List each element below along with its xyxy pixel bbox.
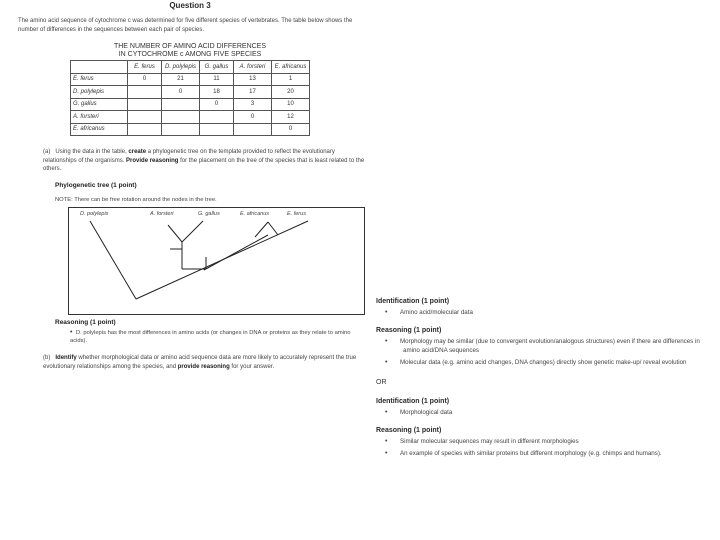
- table-row: [71, 111, 310, 124]
- tree-species-label: E. ferus: [287, 211, 306, 217]
- identification-heading: Identification (1 point): [376, 398, 450, 405]
- table-cell: 13: [234, 73, 272, 86]
- answer-bullet-text: Morphological data: [400, 409, 453, 416]
- bullet-icon: •: [385, 409, 388, 416]
- tree-branch: [268, 222, 278, 235]
- table-cell: 20: [272, 86, 310, 99]
- part-a-text: a phylogenetic tree on the template provided to reflect the evolutionary relationships of the organisms.: [43, 149, 335, 164]
- table-cell: [128, 98, 162, 111]
- tree-species-label: E. africanus: [240, 211, 270, 217]
- table-cell: [128, 123, 162, 136]
- table-column-header: D. polylepis: [162, 61, 200, 74]
- part-a-text: Using the data in the table,: [55, 149, 129, 155]
- table-title: [60, 43, 320, 59]
- table-cell: 0: [162, 86, 200, 99]
- table-header-row: [71, 61, 310, 74]
- tree-branch: [182, 221, 203, 242]
- table-cell: 0: [200, 98, 234, 111]
- table-row: [71, 123, 310, 136]
- table-cell: 11: [200, 73, 234, 86]
- table-cell: [200, 123, 234, 136]
- part-a-prompt: [43, 148, 368, 174]
- tree-species-label: A. forsteri: [150, 211, 174, 217]
- reasoning-heading: Reasoning (1 point): [376, 427, 442, 434]
- table-cell: [200, 111, 234, 124]
- table-cell: 10: [272, 98, 310, 111]
- table-cell: [128, 86, 162, 99]
- table-column-header: E. africanus: [272, 61, 310, 74]
- answer-bullet-text: Amino acid/molecular data: [400, 309, 473, 316]
- answer-bullet-text: Similar molecular sequences may result in different morphologies: [400, 438, 579, 445]
- table-cell: [128, 111, 162, 124]
- answer-bullet: [376, 449, 711, 458]
- answer-bullet: [376, 308, 711, 317]
- question-title: Question 3: [169, 1, 211, 10]
- tree-branch: [168, 225, 182, 242]
- bullet-icon: •: [385, 359, 388, 366]
- answer-bullet-text: Morphology may be similar (due to convergent evolution/analogous structures) even if there are differences in amino acid/DNA sequences: [400, 338, 700, 354]
- tree-species-label: G. gallus: [198, 211, 220, 217]
- table-row-header: E. ferus: [71, 73, 128, 86]
- table-column-header: E. ferus: [128, 61, 162, 74]
- part-b-label: (b): [43, 355, 51, 361]
- answer-bullet: [376, 408, 711, 417]
- tree-branch: [204, 235, 268, 270]
- table-cell: 3: [234, 98, 272, 111]
- table-corner-cell: [71, 61, 128, 74]
- table-row-header: D. polylepis: [71, 86, 128, 99]
- table-title-line-1: THE NUMBER OF AMINO ACID DIFFERENCES: [113, 43, 267, 50]
- bullet-icon: •: [385, 438, 388, 445]
- part-b-prompt: [43, 354, 363, 371]
- part-a-text: for the placement on the tree of the species that is least related to the others.: [43, 157, 365, 172]
- table-column-header: A. forsteri: [234, 61, 272, 74]
- table-cell: [162, 98, 200, 111]
- table-cell: 1: [272, 73, 310, 86]
- table-column-header: G. gallus: [200, 61, 234, 74]
- table-cell: [234, 123, 272, 136]
- bullet-icon: •: [385, 338, 388, 345]
- or-separator: OR: [376, 379, 387, 386]
- amino-acid-differences-table: [70, 60, 310, 136]
- table-row: [71, 86, 310, 99]
- answer-bullet: [376, 437, 711, 446]
- table-cell: 18: [200, 86, 234, 99]
- bullet-icon: •: [385, 450, 388, 457]
- part-a-bold: create: [128, 149, 147, 155]
- part-b-bold: provide reasoning: [177, 363, 230, 370]
- bullet-icon: •: [70, 329, 73, 336]
- intro-text: The amino acid sequence of cytochrome c was determined for five different species of vertebrates. The table below shows the number of differences in the sequences between each pair of species.: [18, 18, 353, 33]
- table-cell: 12: [272, 111, 310, 124]
- tree-branch: [90, 221, 136, 299]
- part-b-text: for your answer.: [229, 363, 275, 370]
- table-cell: 0: [272, 123, 310, 136]
- part-b-bold: Identify: [55, 355, 77, 361]
- table-cell: 21: [162, 73, 200, 86]
- identification-heading: Identification (1 point): [376, 298, 450, 305]
- phylogenetic-tree-heading: Phylogenetic tree (1 point): [55, 182, 137, 189]
- table-cell: 17: [234, 86, 272, 99]
- table-cell: [162, 123, 200, 136]
- table-cell: 0: [128, 73, 162, 86]
- reasoning-bullet-text: D. polylepis has the most differences in amino acids (or changes in DNA or proteins as they relate to amino acids).: [70, 330, 351, 344]
- table-title-line-2: IN CYTOCHROME c AMONG FIVE SPECIES: [118, 51, 262, 58]
- answer-key: [376, 298, 711, 458]
- reasoning-bullet-left: [70, 329, 365, 345]
- answer-bullet: [376, 358, 711, 367]
- table-cell: 0: [234, 111, 272, 124]
- part-b-text: whether morphological data or amino acid sequence data are more likely to accurately represent the true evolutionary relationships among the species, and: [43, 355, 357, 370]
- answer-bullet-text: Molecular data (e.g. amino acid changes, DNA changes) directly show genetic make-up/ reveal evolution: [400, 359, 687, 366]
- table-row-header: A. forsteri: [71, 111, 128, 124]
- table-row: [71, 98, 310, 111]
- table-row: [71, 73, 310, 86]
- table-row-header: E. africanus: [71, 123, 128, 136]
- reasoning-heading-left: Reasoning (1 point): [55, 319, 116, 326]
- part-a-bold: Provide reasoning: [126, 157, 179, 164]
- tree-species-label: D. polylepis: [80, 211, 109, 217]
- answer-bullet: [376, 337, 711, 355]
- table-cell: [162, 111, 200, 124]
- part-a-label: (a): [43, 149, 51, 155]
- phylogenetic-tree-diagram: [68, 207, 365, 315]
- reasoning-heading: Reasoning (1 point): [376, 327, 442, 334]
- answer-bullet-text: An example of species with similar proteins but different morphology (e.g. chimps and humans).: [400, 450, 662, 457]
- bullet-icon: •: [385, 309, 388, 316]
- table-row-header: G. gallus: [71, 98, 128, 111]
- tree-branch: [255, 222, 268, 237]
- tree-note: NOTE: There can be free rotation around the nodes in the tree.: [55, 197, 217, 203]
